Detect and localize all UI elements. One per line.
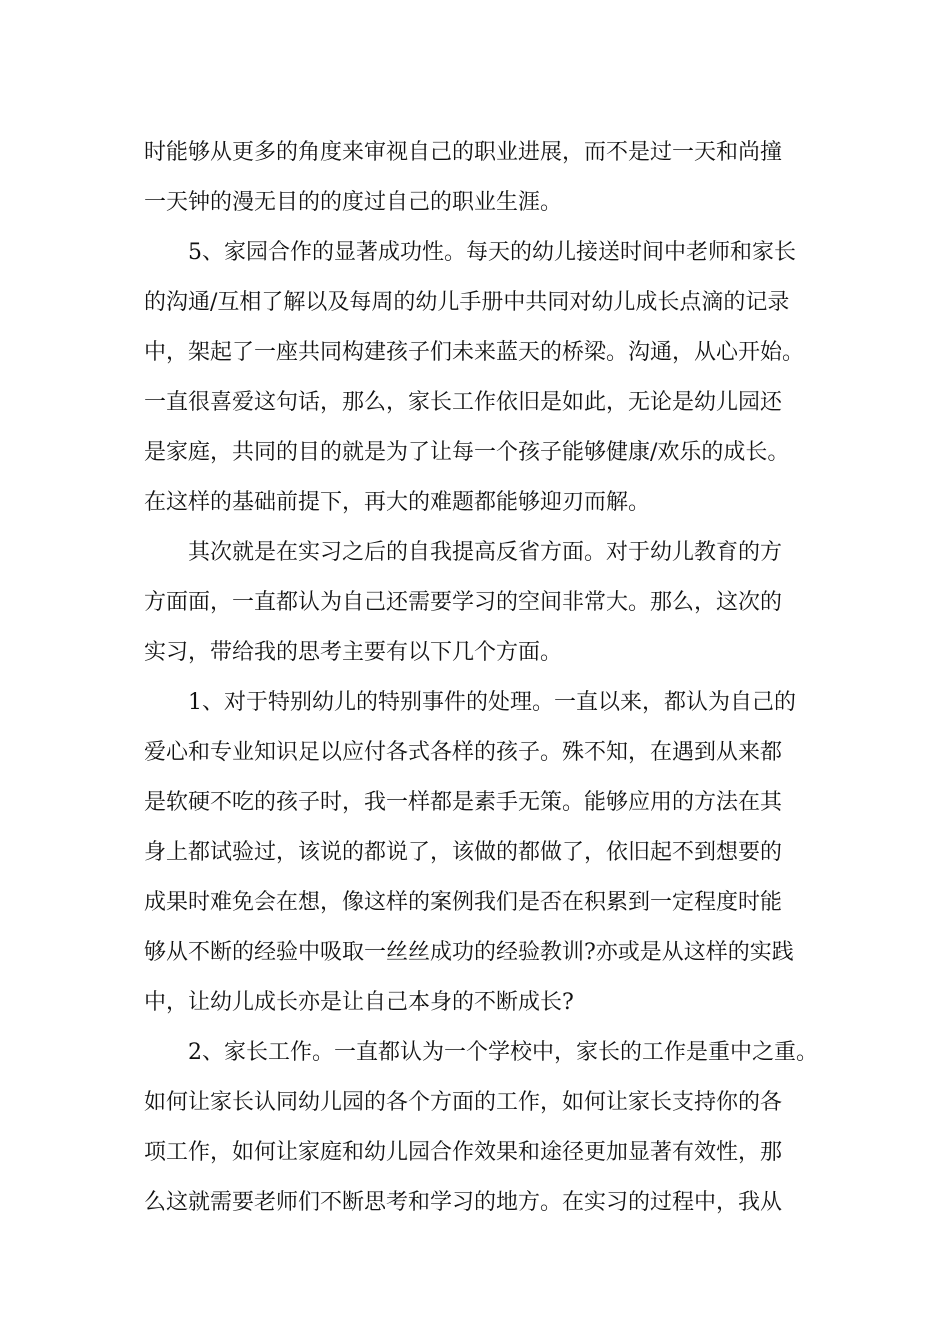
text-line: 一天钟的漫无目的的度过自己的职业生涯。 [144,190,563,215]
paragraph-start-line: 其次就是在实习之后的自我提高反省方面。对于幼儿教育的方 [188,540,783,565]
text-line: 实习，带给我的思考主要有以下几个方面。 [144,640,563,665]
text-line: 项工作，如何让家庭和幼儿园合作效果和途径更加显著有效性，那 [144,1140,783,1165]
text-line: 么这就需要老师们不断思考和学习的地方。在实习的过程中，我从 [144,1190,783,1215]
text-line: 中，让幼儿成长亦是让自己本身的不断成长? [144,990,574,1015]
paragraph-start-line: 1、对于特别幼儿的特别事件的处理。一直以来，都认为自己的 [188,690,796,715]
text-line: 成果时难免会在想，像这样的案例我们是否在积累到一定程度时能 [144,890,783,915]
text-line: 时能够从更多的角度来审视自己的职业进展，而不是过一天和尚撞 [144,140,783,165]
text-line: 方面面，一直都认为自己还需要学习的空间非常大。那么，这次的 [144,590,783,615]
text-line: 在这样的基础前提下，再大的难题都能够迎刃而解。 [144,490,651,515]
paragraph-start-line: 5、家园合作的显著成功性。每天的幼儿接送时间中老师和家长 [188,240,796,265]
text-line: 是家庭，共同的目的就是为了让每一个孩子能够健康/欢乐的成长。 [144,440,790,465]
text-line: 是软硬不吃的孩子时，我一样都是素手无策。能够应用的方法在其 [144,790,783,815]
text-line: 爱心和专业知识足以应付各式各样的孩子。殊不知，在遇到从来都 [144,740,783,765]
text-line: 身上都试验过，该说的都说了，该做的都做了，依旧起不到想要的 [144,840,783,865]
text-line: 中，架起了一座共同构建孩子们未来蓝天的桥梁。沟通，从心开始。 [144,340,805,365]
text-line: 够从不断的经验中吸取一丝丝成功的经验教训?亦或是从这样的实践 [144,940,794,965]
text-line: 一直很喜爱这句话，那么，家长工作依旧是如此，无论是幼儿园还 [144,390,783,415]
body-text [144,128,844,1228]
paragraph-start-line: 2、家长工作。一直都认为一个学校中，家长的工作是重中之重。 [188,1040,818,1065]
text-line: 的沟通/互相了解以及每周的幼儿手册中共同对幼儿成长点滴的记录 [144,290,790,315]
text-line: 如何让家长认同幼儿园的各个方面的工作，如何让家长支持你的各 [144,1090,783,1115]
